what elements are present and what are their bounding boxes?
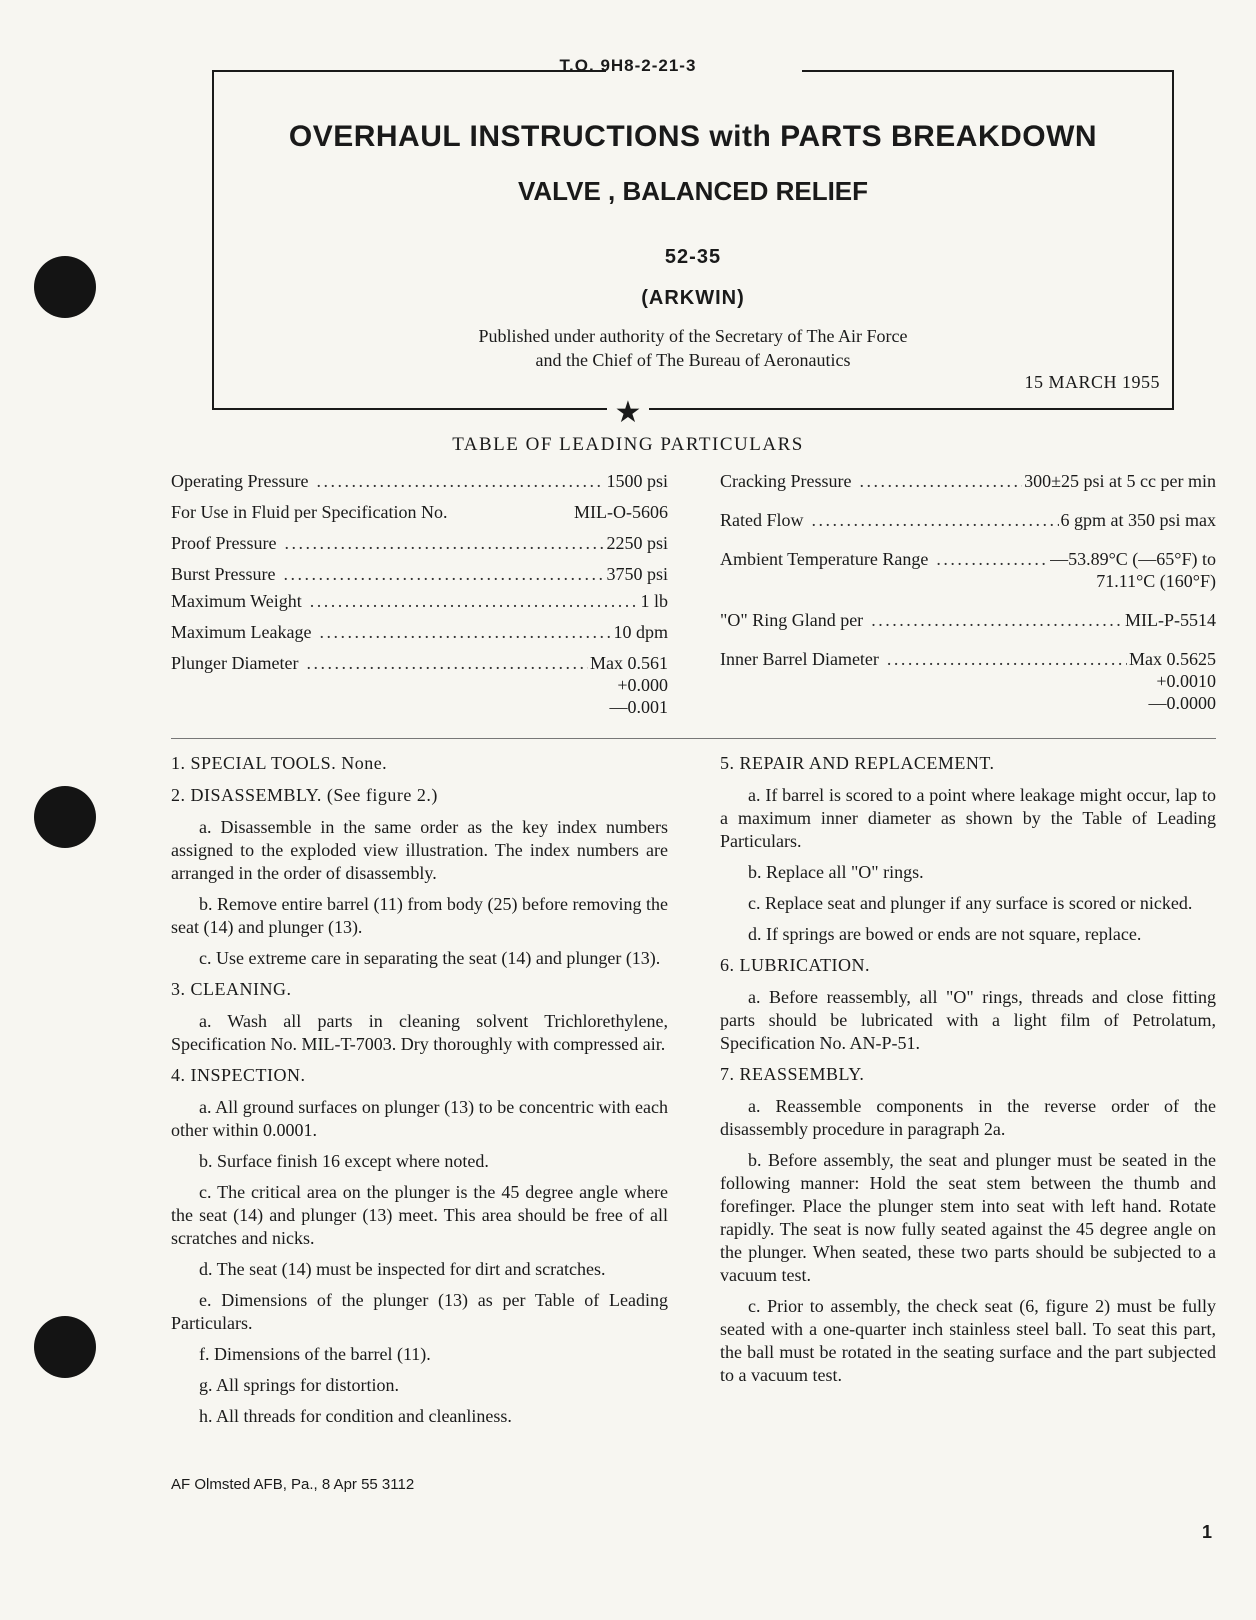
- section-3-heading: 3. CLEANING.: [171, 979, 292, 999]
- section-4-para-h: h. All threads for condition and cleanliness.: [199, 1406, 512, 1426]
- section-3-para-a: a. Wash all parts in cleaning solvent Trichlorethylene, Specification No. MIL-T-7003. Dry thoroughly with compressed air.: [171, 1011, 668, 1054]
- plunger-tolerance-plus: +0.000: [617, 675, 668, 695]
- spec-inner-barrel-diameter: Inner Barrel Diameter . . . Max 0.5625: [720, 648, 1216, 670]
- section-4-heading: 4. INSPECTION.: [171, 1065, 306, 1085]
- model-number: 52-35: [664, 246, 722, 268]
- authority-line-1: Published under authority of the Secretary of The Air Force: [478, 326, 908, 346]
- section-4-para-c: c. The critical area on the plunger is the 45 degree angle where the seat (14) and plunger (13) meet. This area should be free of all scratches and nicks.: [171, 1182, 668, 1248]
- publication-authority: [212, 324, 1174, 372]
- section-4-para-g: g. All springs for distortion.: [199, 1375, 400, 1395]
- section-7-heading: 7. REASSEMBLY.: [720, 1064, 865, 1084]
- section-4-para-e: e. Dimensions of the plunger (13) as per Table of Leading Particulars.: [171, 1290, 668, 1333]
- specs-right-column: [720, 470, 1216, 714]
- barrel-tolerance-plus: +0.0010: [1156, 671, 1216, 691]
- spec-plunger-diameter: Plunger Diameter . . . Max 0.561: [171, 652, 668, 674]
- section-2-para-a: a. Disassemble in the same order as the key index numbers assigned to the exploded view illustration. The index numbers are arranged in the order of disassembly.: [171, 817, 668, 883]
- section-2-para-b: b. Remove entire barrel (11) from body (25) before removing the seat (14) and plunger (13).: [171, 894, 668, 937]
- manufacturer: (ARKWIN): [641, 287, 745, 309]
- publication-date: 15 MARCH 1955: [1024, 372, 1160, 392]
- section-5-para-c: c. Replace seat and plunger if any surface is scored or nicked.: [748, 893, 1193, 913]
- spec-ambient-temperature: Ambient Temperature Range . . . —53.89°C (—65°F) to: [720, 548, 1216, 570]
- section-7-para-b: b. Before assembly, the seat and plunger must be seated in the following manner: Hold the seat stem between the thumb and forefinger. Place the plunger stem into seat with left hand. Rotate rapidly. The seat is now fully seated against the 45 degree angle on the plunger. When seated, these two parts should be subjected to a vacuum test.: [720, 1150, 1216, 1285]
- ambient-temperature-upper: 71.11°C (160°F): [1096, 571, 1216, 591]
- spec-operating-pressure: Operating Pressure . . . 1500 psi: [171, 470, 668, 492]
- authority-line-2: and the Chief of The Bureau of Aeronautics: [535, 350, 851, 370]
- section-4-para-a: a. All ground surfaces on plunger (13) to be concentric with each other within 0.0001.: [171, 1097, 668, 1140]
- section-5-para-a: a. If barrel is scored to a point where leakage might occur, lap to a maximum inner diameter as shown by the Table of Leading Particulars.: [720, 785, 1216, 851]
- document-subtitle: VALVE , BALANCED RELIEF: [517, 176, 869, 206]
- section-5-para-b: b. Replace all "O" rings.: [748, 862, 924, 882]
- spec-maximum-leakage: Maximum Leakage . . . 10 dpm: [171, 621, 668, 643]
- spec-fluid: For Use in Fluid per Specification No. MIL-O-5606: [171, 502, 668, 522]
- section-4-para-d: d. The seat (14) must be inspected for dirt and scratches.: [199, 1259, 606, 1279]
- section-4-para-f: f. Dimensions of the barrel (11).: [199, 1344, 431, 1364]
- section-7-para-a: a. Reassemble components in the reverse order of the disassembly procedure in paragraph 2a.: [720, 1096, 1216, 1139]
- body-left-column: [171, 752, 668, 1436]
- section-5-para-d: d. If springs are bowed or ends are not square, replace.: [748, 924, 1142, 944]
- section-7-para-c: c. Prior to assembly, the check seat (6, figure 2) must be fully seated with a one-quarter inch stainless steel ball. To seat this part, the ball must be rotated in the seating surface and the part subjected to a vacuum test.: [720, 1296, 1216, 1385]
- section-4-para-b: b. Surface finish 16 except where noted.: [199, 1151, 489, 1171]
- table-title: TABLE OF LEADING PARTICULARS: [452, 434, 804, 455]
- plunger-tolerance-minus: —0.001: [609, 697, 668, 717]
- spec-maximum-weight: Maximum Weight . . . 1 lb: [171, 590, 668, 612]
- section-5-heading: 5. REPAIR AND REPLACEMENT.: [720, 753, 995, 773]
- section-2-heading: 2. DISASSEMBLY. (See figure 2.): [171, 785, 438, 805]
- binder-hole-top: [34, 256, 96, 318]
- document-title: OVERHAUL INSTRUCTIONS with PARTS BREAKDOWN: [288, 120, 1098, 153]
- section-6-para-a: a. Before reassembly, all "O" rings, threads and close fitting parts should be lubricated with a light film of Petrolatum, Specification No. AN-P-51.: [720, 987, 1216, 1053]
- spec-rated-flow: Rated Flow . . . 6 gpm at 350 psi max: [720, 509, 1216, 531]
- spec-cracking-pressure: Cracking Pressure . . . 300±25 psi at 5 cc per min: [720, 470, 1216, 492]
- section-1-heading: 1. SPECIAL TOOLS. None.: [171, 753, 388, 773]
- star-icon: ★: [0, 398, 1256, 428]
- spec-o-ring-gland: "O" Ring Gland per . . . MIL-P-5514: [720, 609, 1216, 631]
- binder-hole-bottom: [34, 1316, 96, 1378]
- barrel-tolerance-minus: —0.0000: [1148, 693, 1216, 713]
- body-right-column: [720, 752, 1216, 1395]
- spec-proof-pressure: Proof Pressure . . . 2250 psi: [171, 532, 668, 554]
- section-divider: [171, 738, 1216, 739]
- specs-left-column: [171, 470, 668, 718]
- spec-burst-pressure: Burst Pressure . . . 3750 psi: [171, 563, 668, 585]
- page-number: 1: [1201, 1522, 1212, 1542]
- technical-order-number: T.O. 9H8-2-21-3: [559, 56, 697, 75]
- section-2-para-c: c. Use extreme care in separating the seat (14) and plunger (13).: [199, 948, 661, 968]
- section-6-heading: 6. LUBRICATION.: [720, 955, 870, 975]
- printing-note: AF Olmsted AFB, Pa., 8 Apr 55 3112: [171, 1476, 415, 1493]
- binder-hole-middle: [34, 786, 96, 848]
